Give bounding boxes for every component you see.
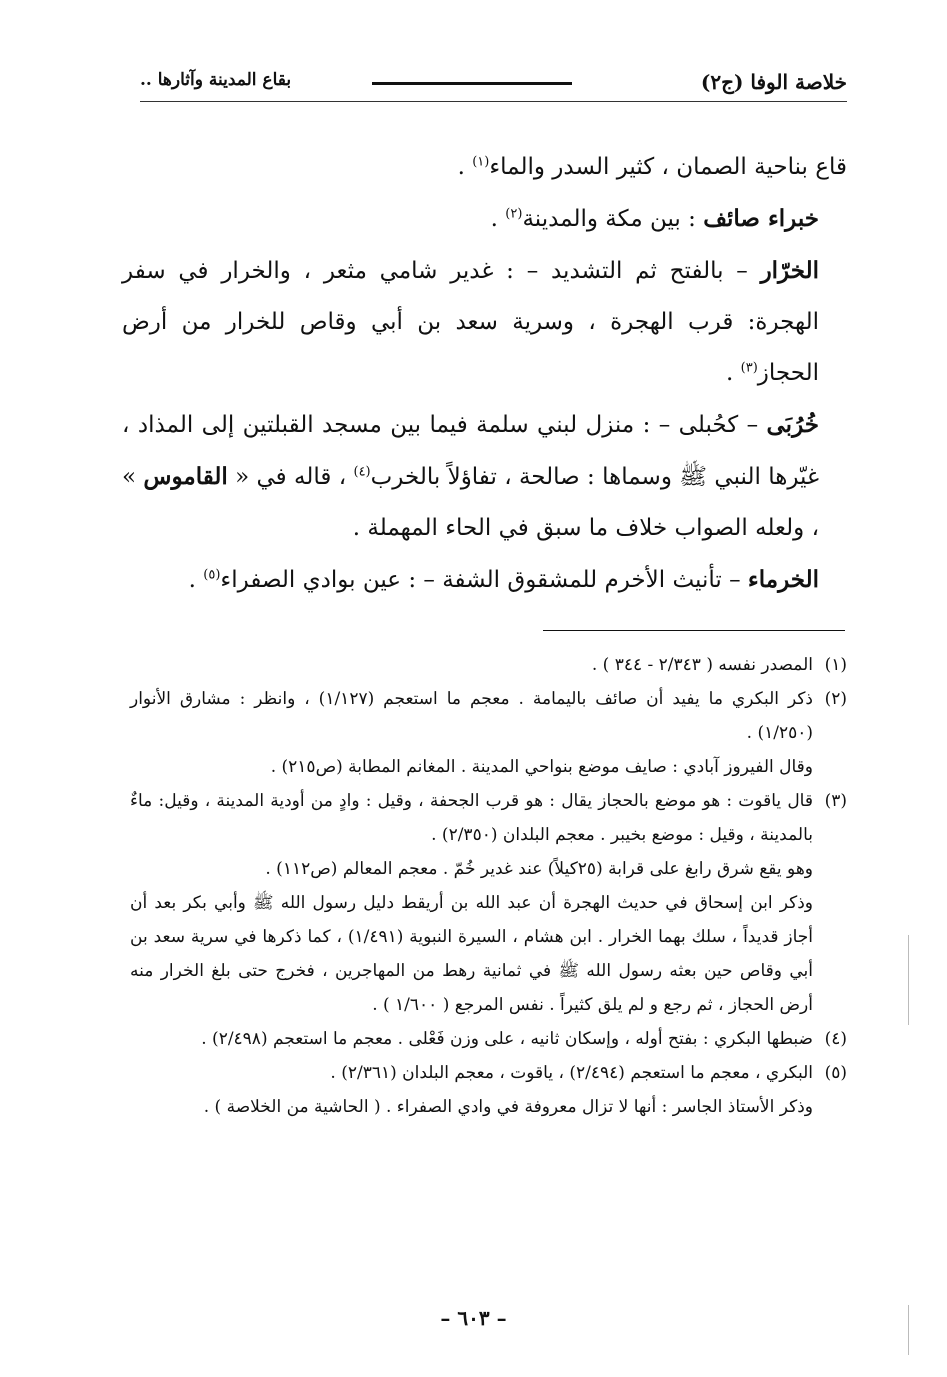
footnote-2-continued: وقال الفيروز آبادي : صايف موضع بنواحي المدينة . المغانم المطابة (ص٢١٥) . bbox=[270, 757, 813, 777]
footnote-ref-2: (٢) bbox=[505, 206, 523, 222]
footnote-5: (٥) البكري ، معجم ما استعجم (٢/٤٩٤) ، ياقوت ، معجم البلدان (٢/٣٦١) . bbox=[130, 1056, 847, 1090]
footnote-4: (٤) ضبطها البكري : بفتح أوله ، وإسكان ثانيه ، على وزن فَعْلى . معجم ما استعجم (٢/٤٩٨) . bbox=[130, 1022, 847, 1056]
footnote-number: (٣) bbox=[824, 791, 847, 811]
entry-khabra-saif: خبراء صائف : بين مكة والمدينة$^{(٢)}$ . bbox=[490, 205, 819, 232]
book-title: القاموس bbox=[143, 463, 228, 490]
footnote-3: (٣) قال ياقوت : هو موضع بالحجاز يقال : هو قرب الجحفة ، وقيل : وادٍ من أودية المدينة ، وقيل: ماءٌ بالمدينة ، وقيل : موضع بخيبر . معجم البلدان (٢/٣٥٠) . bbox=[130, 784, 847, 852]
footnote-ref-4: (٤) bbox=[353, 464, 371, 480]
footnote-3-continued-a: وهو يقع شرق رابغ على قرابة (٢٥كيلاً) عند غدير خُمّ . معجم المعالم (ص١١٢) . bbox=[265, 859, 813, 879]
paragraph-1: قاع بناحية الصمان ، كثير السدر والماء$^{(١)}$ . bbox=[457, 154, 847, 180]
header-underline bbox=[140, 101, 847, 102]
entry-al-kharma: الخرماء – تأنيث الأخرم للمشقوق الشفة – : عين بوادي الصفراء$^{(٥)}$ . bbox=[188, 566, 819, 593]
header-section-title: بقاع المدينة وآثارها .. bbox=[140, 70, 292, 90]
entry-term: خُرُبَى bbox=[766, 411, 819, 438]
footnote-5-continued: وذكر الأستاذ الجاسر : أنها لا تزال معروفة في وادي الصفراء . ( الحاشية من الخلاصة ) . bbox=[203, 1097, 813, 1117]
footnote-number: (١) bbox=[824, 655, 847, 675]
footnote-ref-3: (٣) bbox=[740, 360, 758, 376]
entry-term: الخرماء bbox=[747, 566, 819, 593]
header-rule bbox=[372, 82, 572, 85]
footnote-3-continued-b: وذكر ابن إسحاق في حديث الهجرة أن عبد الله بن أريقط دليل رسول الله ﷺ وأبي بكر بعد أن أجاز قديداً ، سلك بهما الخرار . ابن هشام ، السيرة النبوية (١/٤٩١) ، كما ذكرها في سرية سعد بن أبي وقاص حين بعثه رسول الله ﷺ في ثمانية رهط من المهاجرين ، فخرج حتى بلغ الخرار منه أرض الحجاز ، ثم رجع و لم يلق كثيراً . نفس المرجع ( ١/٦٠٠ ) . bbox=[130, 893, 814, 1015]
footnote-number: (٤) bbox=[824, 1029, 847, 1049]
entry-khuruba: خُرُبَى – كحُبلى – : منزل لبني سلمة فيما بين مسجد القبلتين إلى المذاد ، غيّرها النبي ﷺ وسماها : صالحة ، تفاؤلاً بالخرب$^{(٤)}$ ، قاله في « القاموس » ، ولعله الصواب خلاف ما سبق في الحاء المهملة . bbox=[122, 411, 819, 541]
scan-edge-mark bbox=[908, 1305, 909, 1355]
footnote-ref-5: (٥) bbox=[203, 567, 221, 583]
entry-term: الخرّار bbox=[760, 257, 819, 284]
footnote-2: (٢) ذكر البكري ما يفيد أن صائف باليمامة . معجم ما استعجم (١/١٢٧) ، وانظر : مشارق الأنوار (١/٢٥٠) . bbox=[130, 682, 847, 750]
running-header bbox=[140, 70, 847, 98]
page-number: – ٦٠٣ – bbox=[440, 1306, 507, 1330]
main-text bbox=[122, 142, 847, 606]
footnote-1: (١) المصدر نفسه ( ٢/٣٤٣ - ٣٤٤ ) . bbox=[130, 648, 847, 682]
footnotes bbox=[130, 648, 847, 1124]
entry-al-kharrar: الخرّار – بالفتح ثم التشديد – : غدير شامي مثعر ، والخرار في سفر الهجرة: قرب الهجرة ، وسرية سعد بن أبي وقاص للخرار من أرض الحجاز$^{(٣)}$ . bbox=[122, 257, 819, 386]
scan-edge-mark bbox=[908, 935, 909, 1025]
footnote-number: (٥) bbox=[824, 1063, 847, 1083]
header-book-title: خلاصة الوفا (ج٢) bbox=[700, 70, 847, 94]
entry-term: خبراء صائف bbox=[703, 205, 819, 232]
footnote-number: (٢) bbox=[824, 689, 847, 709]
footnote-separator bbox=[543, 630, 845, 631]
footnote-ref-1: (١) bbox=[472, 154, 490, 170]
